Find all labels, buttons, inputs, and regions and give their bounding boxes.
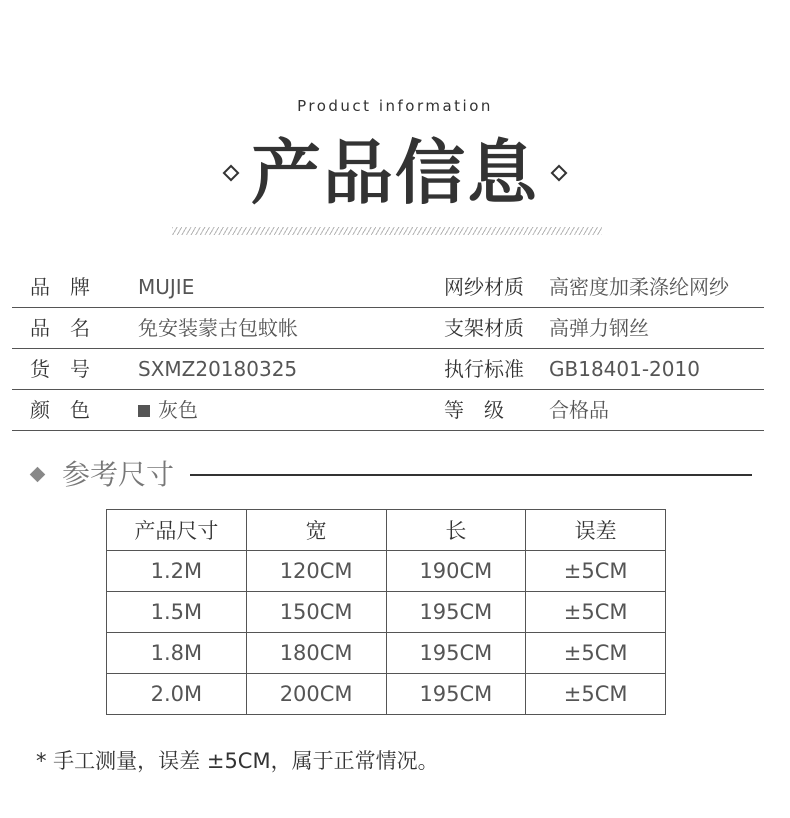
table-row: [107, 551, 666, 592]
diamond-right-icon: [551, 165, 568, 182]
section-rule: [190, 474, 752, 476]
color-value: 灰色: [158, 398, 198, 422]
info-label: 品 名: [30, 316, 90, 340]
info-label: 等 级: [444, 398, 504, 422]
table-cell: 120CM: [246, 551, 386, 592]
diamond-bullet-icon: [30, 467, 46, 483]
table-row: [107, 633, 666, 674]
table-cell: 1.8M: [107, 633, 247, 674]
color-swatch-icon: [138, 405, 150, 417]
info-row: [12, 390, 764, 431]
info-label: 颜 色: [30, 398, 90, 422]
size-table: [106, 509, 666, 715]
table-cell: 195CM: [386, 674, 526, 715]
footnote: * 手工测量，误差 ±5CM，属于正常情况。: [36, 749, 439, 773]
table-cell: 190CM: [386, 551, 526, 592]
info-label: 货 号: [30, 357, 90, 381]
info-value: 高密度加柔涤纶网纱: [549, 275, 729, 299]
hatch-divider: [172, 227, 602, 235]
info-value: 高弹力钢丝: [549, 316, 649, 340]
info-row: [12, 349, 764, 390]
diamond-left-icon: [223, 165, 240, 182]
table-cell: 150CM: [246, 592, 386, 633]
column-header: 长: [386, 510, 526, 551]
info-value: GB18401-2010: [549, 357, 700, 381]
table-header-row: [107, 510, 666, 551]
table-cell: ±5CM: [526, 592, 666, 633]
column-header: 误差: [526, 510, 666, 551]
table-cell: 2.0M: [107, 674, 247, 715]
title-row: [0, 128, 790, 218]
info-value: 合格品: [549, 398, 609, 422]
info-row: [12, 308, 764, 349]
info-label: 执行标准: [444, 357, 524, 381]
info-label: 网纱材质: [444, 275, 524, 299]
info-table: [12, 267, 764, 431]
table-cell: 195CM: [386, 592, 526, 633]
table-row: [107, 592, 666, 633]
info-value: [138, 390, 198, 430]
subtitle: Product information: [297, 97, 493, 115]
column-header: 宽: [246, 510, 386, 551]
column-header: 产品尺寸: [107, 510, 247, 551]
page-title: 产品信息: [251, 132, 539, 214]
size-section-heading: [0, 455, 790, 495]
info-value: SXMZ20180325: [138, 357, 298, 381]
table-cell: 195CM: [386, 633, 526, 674]
table-cell: ±5CM: [526, 551, 666, 592]
table-row: [107, 674, 666, 715]
size-section-title: 参考尺寸: [62, 458, 175, 491]
table-cell: ±5CM: [526, 674, 666, 715]
table-cell: 200CM: [246, 674, 386, 715]
info-value: MUJIE: [138, 275, 195, 299]
info-label: 品 牌: [30, 275, 90, 299]
info-value: 免安装蒙古包蚊帐: [138, 316, 298, 340]
table-cell: 1.5M: [107, 592, 247, 633]
table-cell: ±5CM: [526, 633, 666, 674]
info-label: 支架材质: [444, 316, 524, 340]
info-row: [12, 267, 764, 308]
table-cell: 180CM: [246, 633, 386, 674]
table-cell: 1.2M: [107, 551, 247, 592]
